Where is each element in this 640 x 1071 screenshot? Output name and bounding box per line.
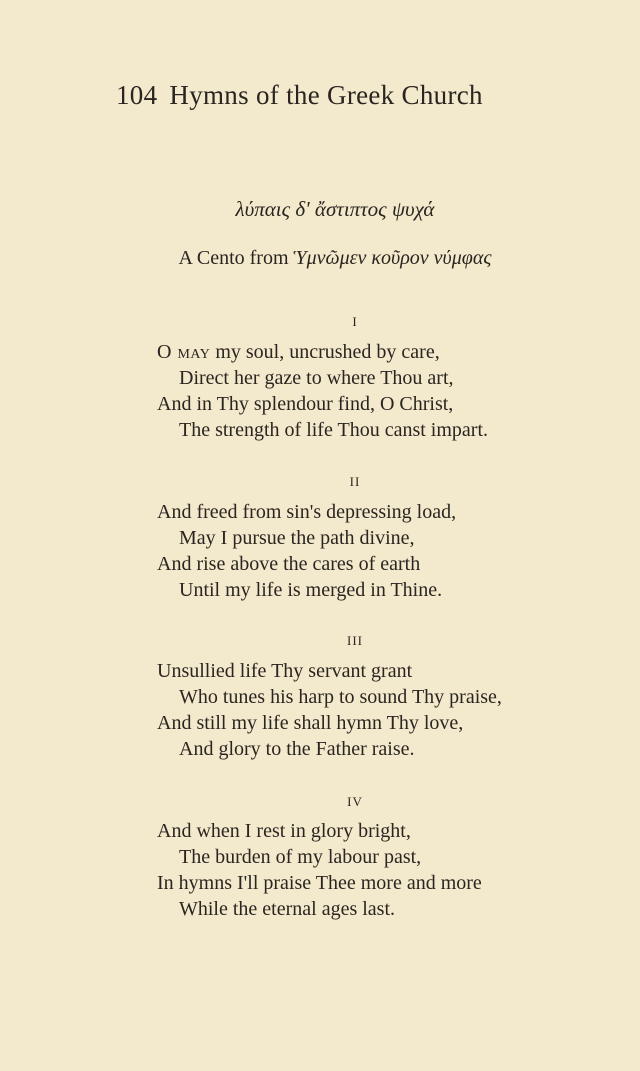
greek-epigraph: λύπαις δ' ἄστιπτος ψυχά bbox=[235, 197, 435, 221]
subtitle-prefix: A Cento from bbox=[178, 247, 289, 269]
stanza-number-2: II bbox=[349, 474, 361, 489]
page-number: 104 bbox=[116, 80, 158, 110]
stanza-number-1: I bbox=[352, 314, 358, 329]
stanza-2-line-2: May I pursue the path divine, bbox=[179, 527, 415, 549]
subtitle-greek: Ὑμνῶμεν κοῦρον νύμφας bbox=[293, 247, 492, 269]
stanza-2-line-3: And rise above the cares of earth bbox=[157, 553, 421, 575]
stanza-3-line-4: And glory to the Father raise. bbox=[179, 738, 415, 760]
stanza-1-line-2: Direct her gaze to where Thou art, bbox=[179, 367, 454, 389]
stanza-1-line-1-lead: O may bbox=[157, 341, 211, 363]
stanza-1-line-1-rest: my soul, uncrushed by care, bbox=[210, 341, 440, 363]
stanza-4-line-1: And when I rest in glory bright, bbox=[157, 820, 411, 842]
running-title: Hymns of the Greek Church bbox=[169, 80, 483, 110]
stanza-4-line-2: The burden of my labour past, bbox=[179, 846, 422, 868]
stanza-4-line-4: While the eternal ages last. bbox=[179, 898, 396, 920]
hymn-subtitle bbox=[0, 247, 640, 270]
stanza-2-line-1: And freed from sin's depressing load, bbox=[157, 501, 457, 523]
stanza-4-line-3: In hymns I'll praise Thee more and more bbox=[157, 872, 482, 894]
stanza-1-line-1 bbox=[157, 341, 440, 364]
stanza-3-line-2: Who tunes his harp to sound Thy praise, bbox=[179, 686, 502, 708]
stanza-3-line-3: And still my life shall hymn Thy love, bbox=[157, 712, 464, 734]
stanza-number-4: IV bbox=[347, 794, 363, 809]
stanza-1-line-3: And in Thy splendour find, O Christ, bbox=[157, 393, 454, 415]
stanza-number-3: III bbox=[347, 633, 363, 648]
running-header bbox=[116, 80, 483, 111]
stanza-3-line-1: Unsullied life Thy servant grant bbox=[157, 660, 413, 682]
stanza-1-line-4: The strength of life Thou canst impart. bbox=[179, 419, 488, 441]
stanza-2-line-4: Until my life is merged in Thine. bbox=[179, 579, 443, 601]
